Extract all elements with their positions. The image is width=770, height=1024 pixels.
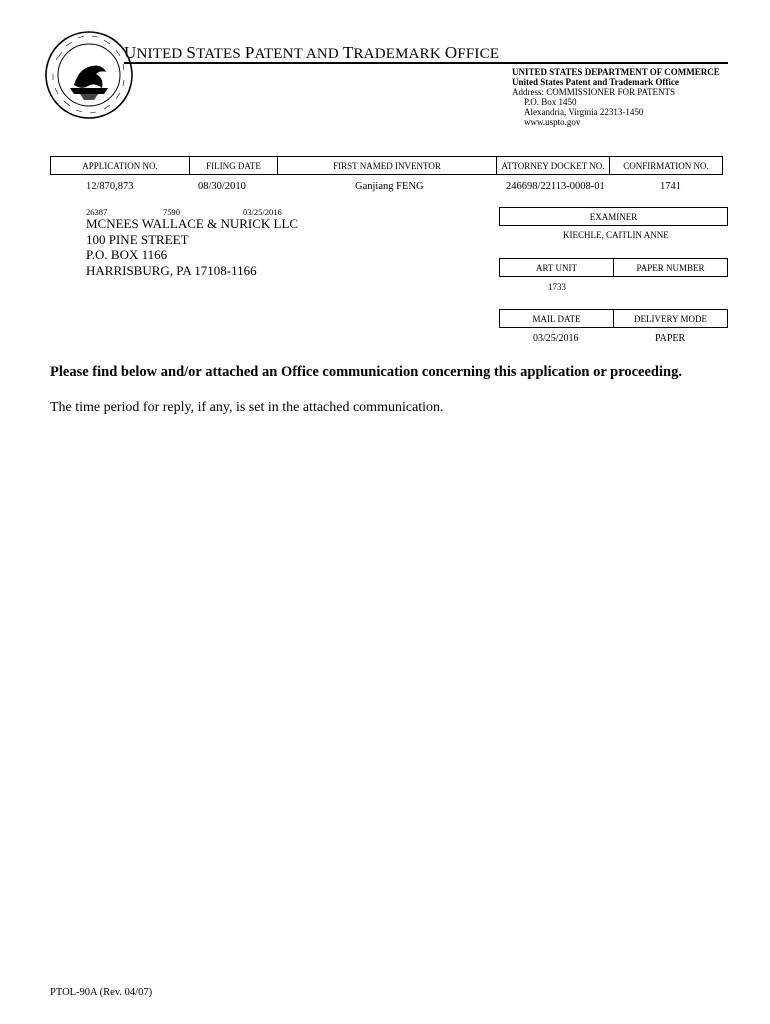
form-identifier: PTOL-90A (Rev. 04/07): [50, 987, 153, 998]
reply-period-text: The time period for reply, if any, is set in the attached communication.: [50, 400, 444, 415]
department-address: [512, 67, 720, 127]
correspondence-date: 03/25/2016: [243, 207, 282, 217]
delivery-mode: PAPER: [655, 333, 686, 344]
mail-date-box: [499, 309, 728, 328]
examiner-name: KIECHLE, CAITLIN ANNE: [563, 230, 669, 240]
attorney-docket: 246698/22113-0008-01: [506, 181, 605, 192]
application-header-table: [50, 156, 723, 175]
mail-date: 03/25/2016: [533, 333, 579, 344]
filing-date: 08/30/2010: [198, 181, 246, 192]
firm-po-box: P.O. BOX 1166: [86, 247, 168, 262]
header-attorney-docket: ATTORNEY DOCKET NO.: [497, 157, 610, 175]
website: www.uspto.gov: [524, 117, 581, 127]
address-label: Address: COMMISSIONER FOR PATENTS: [512, 87, 675, 97]
confirmation-no: 1741: [660, 181, 681, 192]
examiner-label: EXAMINER: [589, 211, 638, 222]
uspto-seal-icon: [44, 30, 134, 120]
customer-number: 26387: [86, 207, 108, 217]
art-unit-label: ART UNIT: [500, 259, 614, 276]
paper-number-label: PAPER NUMBER: [636, 262, 705, 273]
dept-line1: UNITED STATES DEPARTMENT OF COMMERCE: [512, 67, 720, 77]
correspondence-address: [86, 216, 298, 278]
address-city: Alexandria, Virginia 22313-1450: [524, 107, 644, 117]
art-unit: 1733: [548, 282, 566, 292]
firm-name: MCNEES WALLACE & NURICK LLC: [86, 216, 299, 231]
firm-street: 100 PINE STREET: [86, 231, 189, 247]
dept-line2: United States Patent and Trademark Office: [512, 77, 679, 87]
art-unit-box: [499, 258, 728, 277]
header-confirmation-no: CONFIRMATION NO.: [610, 157, 723, 175]
header-application-no: APPLICATION NO.: [51, 157, 190, 175]
correspondence-code: 7590: [163, 207, 180, 217]
office-title: UNITED STATES PATENT AND TRADEMARK OFFICE: [124, 43, 500, 62]
title-rule: [124, 62, 728, 64]
application-no: 12/870,873: [86, 181, 134, 192]
mail-date-label: MAIL DATE: [500, 310, 614, 327]
examiner-box: [499, 207, 728, 226]
header-filing-date: FILING DATE: [190, 157, 278, 175]
address-box: P.O. Box 1450: [524, 97, 577, 107]
office-communication-notice: Please find below and/or attached an Office communication concerning this application or proceeding.: [50, 364, 682, 380]
header-first-inventor: FIRST NAMED INVENTOR: [278, 157, 497, 175]
first-inventor: Ganjiang FENG: [355, 181, 424, 192]
delivery-mode-label: DELIVERY MODE: [634, 313, 707, 324]
firm-city: HARRISBURG, PA 17108-1166: [86, 262, 257, 278]
